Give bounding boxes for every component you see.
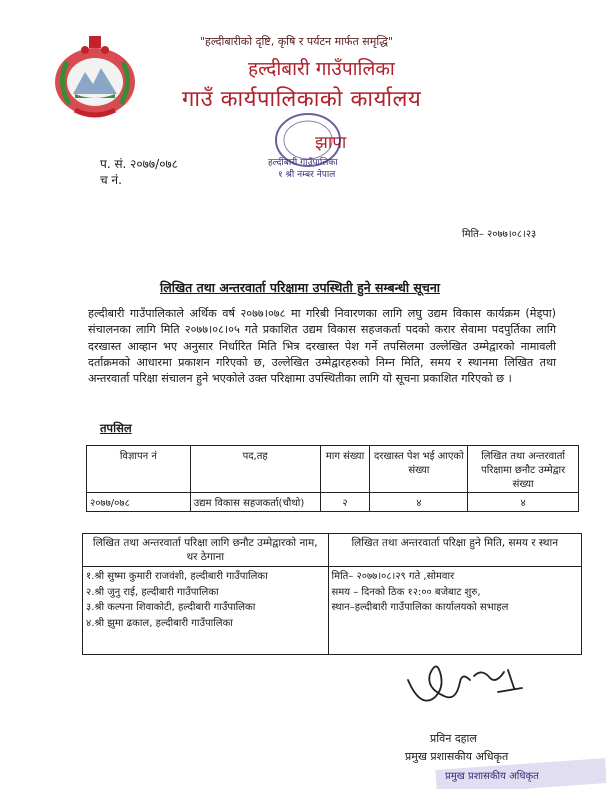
table-row (83, 567, 582, 655)
vacancy-table-header (87, 446, 579, 493)
cell-demand-count: २ (320, 493, 370, 512)
seal-text-line2: १ श्री नम्बर नेपाल (278, 170, 336, 180)
candidate-table (82, 533, 582, 655)
header-applications-count: दरखास्त पेश भई आएको संख्या (370, 446, 468, 493)
seal-text-line1: हल्दीबारी गाउँपालिका (268, 158, 338, 168)
exam-schedule-cell (328, 567, 582, 655)
candidate-list-cell (83, 567, 329, 655)
exam-time: समय – दिनको ठिक १२:०० बजेबाट शुरु, (331, 586, 481, 598)
signatory-role: प्रमुख प्रशासकीय अधिकृत (405, 750, 509, 763)
list-item: १.श्री सुष्मा कुमारी राजवंशी, हल्दीबारी गाउँपालिका (86, 571, 268, 582)
header-exam-schedule: लिखित तथा अन्तरवार्ता परिक्षा हुने मिति, समय र स्थान (328, 534, 582, 567)
notice-subject: लिखित तथा अन्तरवार्ता परिक्षामा उपस्थिती हुने सम्बन्धी सूचना (160, 280, 440, 295)
header-ad-number: विज्ञापन नं (87, 446, 191, 493)
table-row (87, 493, 579, 512)
cell-applications-count: ४ (370, 493, 468, 512)
office-name: हल्दीबारी गाउँपालिका (248, 58, 395, 80)
vacancy-table (86, 445, 579, 512)
candidate-table-header (83, 534, 582, 567)
office-tagline: "हल्दीबारीको दृष्टि, कृषि र पर्यटन मार्फत समृद्धि" (200, 35, 394, 48)
list-item: ४.श्री झुमा ढकाल, हल्दीबारी गाउँपालिका (86, 617, 233, 629)
reference-number: प. सं. २०७७/०७८ (100, 157, 178, 171)
chalani-number: च नं. (100, 173, 122, 187)
exam-venue: स्थान–हल्दीबारी गाउँपालिका कार्यालयको सभाहल (331, 602, 509, 613)
designation-stamp-text: प्रमुख प्रशासकीय अधिकृत (445, 771, 539, 782)
list-item: २.श्री जुनु राई, हल्दीबारी गाउँपालिका (86, 586, 219, 598)
tapsil-label: तपसिल (100, 421, 132, 435)
header-shortlisted-count: लिखित तथा अन्तरवार्ता परिक्षामा छनौट उम्मेद्वार संख्या (468, 446, 579, 493)
list-item: ३.श्री कल्पना शिवाकोटी, हल्दीबारी गाउँपालिका (86, 602, 256, 613)
cell-shortlisted-count: ४ (468, 493, 579, 512)
signatory-name: प्रविन दहाल (430, 732, 477, 745)
cell-post-level: उद्यम विकास सहजकर्ता(चौथो) (190, 493, 320, 512)
office-district: झापा (315, 133, 347, 153)
nepal-government-emblem-icon (45, 32, 145, 122)
handwritten-signature-icon (400, 658, 530, 713)
office-type: गाउँ कार्यपालिकाको कार्यालय (182, 87, 422, 112)
header-demand-count: माग संख्या (320, 446, 370, 493)
notice-body: हल्दीबारी गाउँपालिकाले अर्थिक वर्ष २०७७।०७८ मा गरिबी निवारणका लागि लघु उद्यम विकास कार्यक्रम (मेड्पा) संचालनका लागि मिति २०७७।०८।०५ गते प्रकाशित उद्यम विकास सहजकर्ता पदको करार सेवामा पदपुर्तिका लागि दरखास्त आव्हान भए अनुसार निर्धारित मिति भित्र दरखास्त पेश गर्ने तपसिलमा उल्लेखित उम्मेद्वारको नामावली दर्ताक्रमको आधारमा प्रकाशन गरिएको छ, उल्लेखित उम्मेद्वारहरुको निम्न मिति, समय र स्थानमा लिखित तथा अन्तरवार्ता परिक्षा संचालन हुने भएकोले उक्त परिक्षामा उपस्थितीका लागि यो सूचना प्रकाशित गरिएको छ । (88, 307, 556, 386)
header-post-level: पद,तह (190, 446, 320, 493)
letter-date: मिति– २०७७।०८।२३ (462, 229, 537, 240)
exam-date: मिति– २०७७।०८।२९ गते ,सोमवार (331, 571, 455, 582)
cell-ad-number: २०७७/०७८ (87, 493, 191, 512)
header-candidate-names: लिखित तथा अन्तरवार्ता परिक्षा लागि छनौट उम्मेद्वारको नाम, थर ठेगाना (83, 534, 329, 567)
